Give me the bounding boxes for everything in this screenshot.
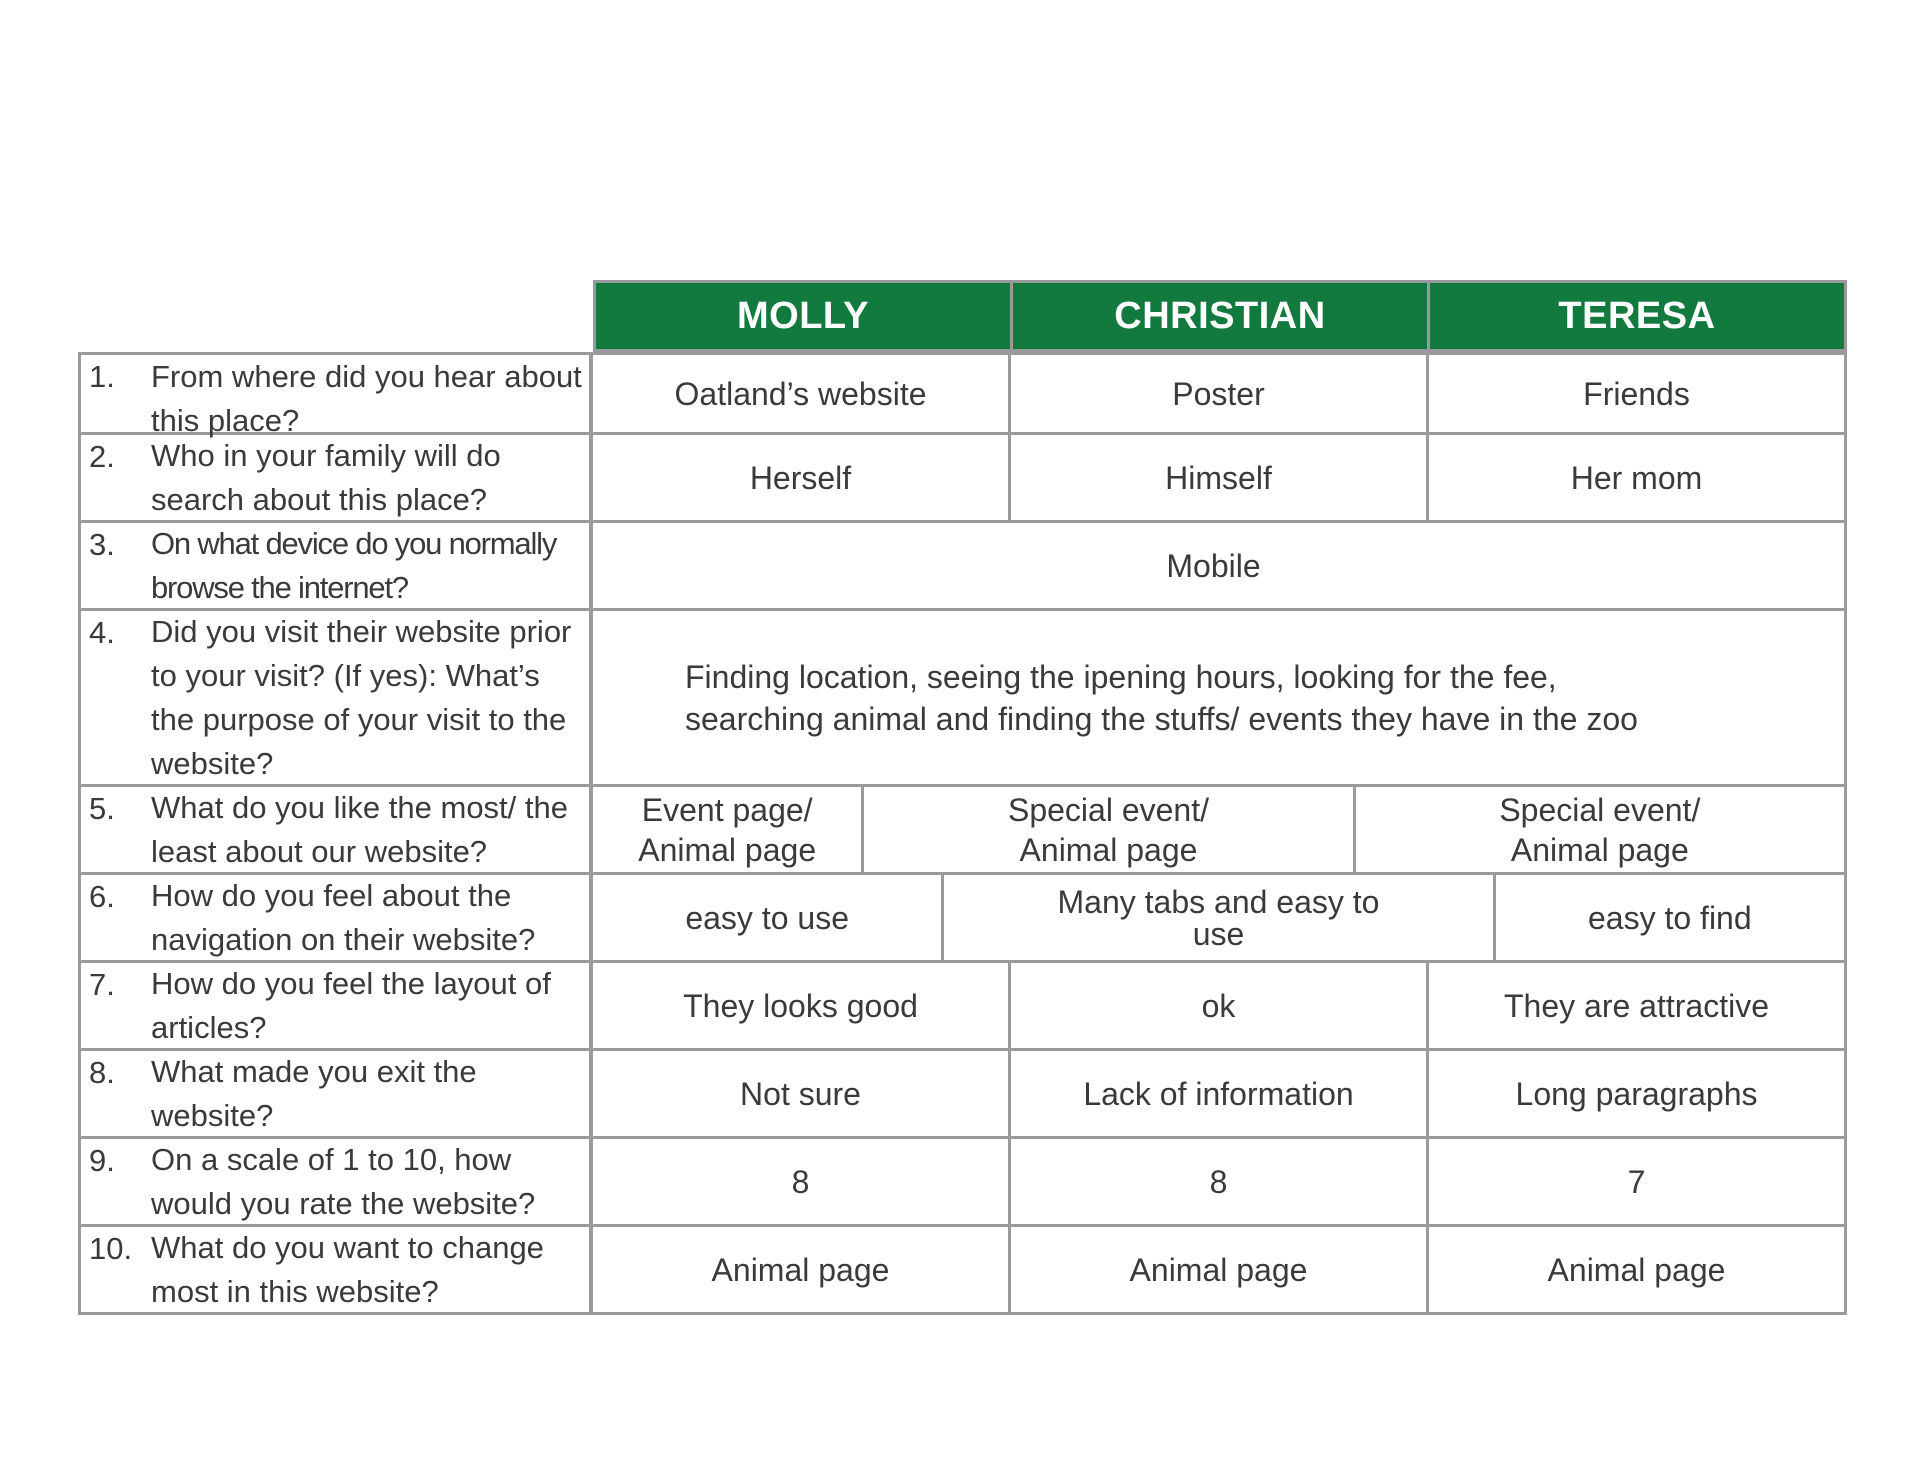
question-cell — [81, 611, 593, 784]
table-row — [81, 355, 1844, 438]
question-number: 1. — [89, 359, 115, 394]
table-row — [81, 787, 1844, 875]
question-text: On what device do you normally browse the internet? — [151, 525, 557, 605]
question-cell — [81, 875, 593, 960]
answer-merged-line-2: searching animal and finding the stuffs/ events they have in the zoo — [685, 700, 1638, 737]
question-text: How do you feel about the navigation on their website? — [151, 877, 536, 957]
question-text: On a scale of 1 to 10, how would you rate the website? — [151, 1141, 536, 1221]
answer-christian: Lack of information — [1011, 1051, 1429, 1136]
question-number: 4. — [89, 615, 115, 650]
column-header-christian: CHRISTIAN — [1013, 283, 1430, 349]
interview-table — [78, 352, 1847, 1315]
answer-teresa: easy to find — [1587, 899, 1752, 936]
question-cell — [81, 1139, 593, 1224]
question-number: 6. — [89, 879, 115, 914]
column-header-molly: MOLLY — [596, 283, 1013, 349]
answer-teresa: Friends — [1583, 375, 1690, 412]
answer-molly: easy to use — [593, 875, 944, 960]
answer-teresa: They are attractive — [1504, 987, 1769, 1024]
answer-molly: Animal page — [593, 1227, 1011, 1312]
answer-merged — [593, 611, 1844, 784]
answer-christian: Poster — [1011, 355, 1429, 432]
question-text: From where did you hear about this place? — [151, 359, 582, 438]
column-header-teresa: TERESA — [1558, 294, 1716, 337]
question-cell — [81, 523, 593, 608]
answer-christian: Many tabs and easy to use — [944, 875, 1495, 960]
question-cell — [81, 787, 593, 872]
answer-christian: Himself — [1011, 435, 1429, 520]
question-text: How do you feel the layout of articles? — [151, 965, 551, 1045]
question-cell — [81, 1051, 593, 1136]
answer-christian: Animal page — [1011, 1227, 1429, 1312]
question-text: What made you exit the website? — [151, 1053, 477, 1133]
question-cell — [81, 963, 593, 1048]
answer-teresa: Her mom — [1570, 459, 1703, 496]
answer-merged-line-1: Finding location, seeing the ipening hours, looking for the fee, — [685, 658, 1557, 695]
answer-molly: 8 — [593, 1139, 1011, 1224]
answer-teresa: Long paragraphs — [1515, 1075, 1758, 1112]
table-row — [81, 435, 1844, 523]
question-cell — [81, 1227, 593, 1312]
table-row — [81, 523, 1844, 611]
question-number: 9. — [89, 1143, 115, 1178]
question-text: What do you want to change most in this website? — [151, 1229, 544, 1309]
question-text: Who in your family will do search about this place? — [151, 437, 501, 517]
answer-merged: Mobile — [1166, 547, 1261, 584]
table-row — [81, 1051, 1844, 1139]
answer-molly: Event page/ Animal page — [593, 787, 864, 872]
answer-molly: They looks good — [593, 963, 1011, 1048]
question-number: 8. — [89, 1055, 115, 1090]
answer-molly: Oatland’s website — [593, 355, 1011, 432]
question-number: 3. — [89, 527, 115, 562]
question-cell — [81, 355, 593, 438]
question-number: 7. — [89, 967, 115, 1002]
answer-christian: 8 — [1011, 1139, 1429, 1224]
answer-molly: Herself — [593, 435, 1011, 520]
table-row — [81, 1227, 1844, 1312]
table-row — [81, 963, 1844, 1051]
answer-christian: Special event/ Animal page — [864, 787, 1355, 872]
question-text: Did you visit their website prior to your visit? (If yes): What’s the purpose of your visit to the website? — [151, 613, 572, 781]
table-row — [81, 875, 1844, 963]
answer-teresa: 7 — [1627, 1163, 1646, 1200]
table-header — [593, 280, 1847, 352]
question-cell — [81, 435, 593, 520]
question-number: 2. — [89, 439, 115, 474]
table-row — [81, 611, 1844, 787]
answer-teresa: Animal page — [1547, 1251, 1726, 1288]
answer-teresa: Special event/ Animal page — [1499, 791, 1701, 868]
table-row — [81, 1139, 1844, 1227]
question-number: 5. — [89, 791, 115, 826]
question-number: 10. — [89, 1231, 133, 1266]
answer-molly: Not sure — [593, 1051, 1011, 1136]
answer-christian: ok — [1011, 963, 1429, 1048]
question-text: What do you like the most/ the least about our website? — [151, 789, 568, 869]
